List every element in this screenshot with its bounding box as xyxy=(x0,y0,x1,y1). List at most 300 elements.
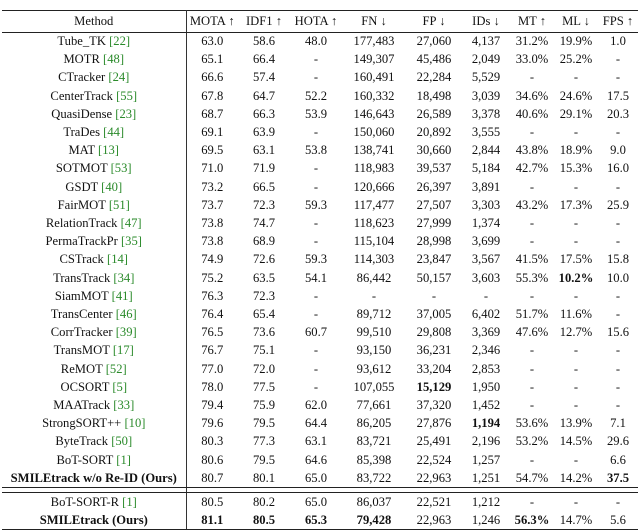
table-row xyxy=(2,378,638,396)
cell-fps: 5.6 xyxy=(610,513,626,528)
cell-hota: 59.3 xyxy=(304,252,328,267)
cell-mota: 73.2 xyxy=(186,178,238,196)
cell-fps: 20.3 xyxy=(606,106,630,121)
cell-hota: 63.1 xyxy=(304,434,328,449)
cell-ml: 25.2% xyxy=(559,52,593,67)
cell-fps: 17.5 xyxy=(606,88,630,103)
cell-hota: 62.0 xyxy=(304,398,328,413)
method-cell xyxy=(2,469,186,487)
citation-link[interactable]: [22] xyxy=(109,34,131,48)
cell-ml: - xyxy=(573,125,579,140)
cell-fps: - xyxy=(615,52,621,67)
cell-ml: 29.1% xyxy=(559,106,593,121)
col-ids: IDs ↓ xyxy=(472,14,500,28)
cell-ids: 2,196 xyxy=(471,434,501,449)
cell-mota: 69.1 xyxy=(186,123,238,141)
method-cell xyxy=(2,396,186,414)
cell-ids: 3,699 xyxy=(471,234,501,249)
cell-fp: 18,498 xyxy=(416,88,452,103)
cell-mt: 33.0% xyxy=(515,52,549,67)
cell-fn: 117,477 xyxy=(353,197,395,212)
citation-link[interactable]: [48] xyxy=(103,52,125,67)
cell-idf1: 77.3 xyxy=(252,434,276,449)
cell-ids: 2,853 xyxy=(471,361,501,376)
cell-fp: 28,998 xyxy=(416,234,452,249)
cell-fp: 27,876 xyxy=(416,416,452,431)
method-cell xyxy=(2,105,186,123)
cell-hota: 60.7 xyxy=(304,325,328,340)
cell-mota: 68.7 xyxy=(186,105,238,123)
cell-mota: 74.9 xyxy=(186,250,238,268)
cell-idf1: 80.5 xyxy=(252,513,276,528)
cell-fps: - xyxy=(615,216,621,231)
col-hota: HOTA ↑ xyxy=(294,14,338,28)
cell-ml: - xyxy=(573,234,579,249)
cell-mota: 71.0 xyxy=(186,159,238,177)
cell-idf1: 79.5 xyxy=(252,416,276,431)
citation-link[interactable]: [51] xyxy=(108,197,130,212)
method-cell xyxy=(2,123,186,141)
cell-ids: 3,891 xyxy=(471,179,501,194)
cell-mt: 43.8% xyxy=(515,143,549,158)
cell-fp: 39,537 xyxy=(416,161,452,176)
cell-fps: 25.9 xyxy=(606,197,630,212)
col-mt: MT ↑ xyxy=(517,14,547,28)
cell-ids: 1,194 xyxy=(471,416,501,431)
cell-idf1: 65.4 xyxy=(252,307,276,322)
table-row xyxy=(2,511,638,529)
cell-idf1: 73.6 xyxy=(252,325,276,340)
method-name: OCSORT xyxy=(60,379,110,394)
col-ml: ML ↓ xyxy=(562,14,590,28)
table-caption xyxy=(0,0,640,6)
citation-link[interactable]: [41] xyxy=(111,288,133,303)
table-row xyxy=(2,432,638,450)
cell-ml: - xyxy=(573,379,579,394)
cell-ml: - xyxy=(573,288,579,303)
cell-fps: - xyxy=(615,398,621,413)
cell-ml: 10.2% xyxy=(558,270,594,285)
cell-fp: 26,589 xyxy=(416,106,452,121)
cell-mota: 67.8 xyxy=(186,87,238,105)
cell-mota: 79.6 xyxy=(186,414,238,432)
cell-mt: - xyxy=(529,452,535,467)
cell-fp: 45,486 xyxy=(416,52,452,67)
method-name: RelationTrack xyxy=(45,216,118,231)
cell-ml: - xyxy=(573,361,579,376)
cell-hota: - xyxy=(313,361,319,376)
table-row xyxy=(2,214,638,232)
cell-mt: 43.2% xyxy=(515,197,549,212)
cell-mt: - xyxy=(529,361,535,376)
table-body-ours xyxy=(2,487,638,529)
cell-fn: 86,037 xyxy=(356,495,392,510)
cell-idf1: 75.1 xyxy=(252,343,276,358)
cell-hota: 53.8 xyxy=(304,143,328,158)
cell-hota: 65.0 xyxy=(304,495,328,510)
cell-ids: - xyxy=(483,288,489,303)
cell-mota: 79.4 xyxy=(186,396,238,414)
method-cell xyxy=(2,87,186,105)
cell-fp: 22,963 xyxy=(416,470,452,485)
table-row xyxy=(2,50,638,68)
cell-hota: - xyxy=(313,379,319,394)
cell-mt: 53.6% xyxy=(515,416,549,431)
cell-mota: 80.5 xyxy=(186,493,238,511)
cell-fp: 22,521 xyxy=(416,495,452,510)
cell-ml: - xyxy=(573,495,579,510)
cell-mota: 80.3 xyxy=(186,432,238,450)
cell-ids: 1,257 xyxy=(471,452,501,467)
cell-ids: 1,452 xyxy=(471,398,501,413)
cell-ids: 3,603 xyxy=(471,270,501,285)
method-cell xyxy=(2,378,186,396)
cell-idf1: 72.0 xyxy=(252,361,276,376)
citation-link[interactable]: [53] xyxy=(110,161,132,176)
header-row xyxy=(2,10,638,32)
cell-mota: 63.0 xyxy=(186,32,238,50)
cell-hota: 65.0 xyxy=(304,470,328,485)
cell-mota: 66.6 xyxy=(186,68,238,86)
cell-mt: 47.6% xyxy=(515,325,549,340)
method-cell xyxy=(2,250,186,268)
cell-fn: 150,060 xyxy=(353,125,395,140)
table-row xyxy=(2,196,638,214)
cell-mt: - xyxy=(529,179,535,194)
method-cell xyxy=(2,451,186,469)
citation-link[interactable]: [17] xyxy=(112,343,134,358)
citation-link[interactable]: [23] xyxy=(115,106,137,121)
cell-idf1: 72.3 xyxy=(252,288,276,303)
cell-fn: 79,428 xyxy=(356,513,392,528)
cell-ids: 3,039 xyxy=(471,88,501,103)
citation-link[interactable]: [55] xyxy=(116,88,138,103)
cell-hota: - xyxy=(313,288,319,303)
cell-mt: - xyxy=(529,495,535,510)
cell-mota: 80.6 xyxy=(186,451,238,469)
cell-ids: 3,369 xyxy=(471,325,501,340)
cell-fp: 22,284 xyxy=(416,70,452,85)
cell-ml: - xyxy=(573,343,579,358)
citation-link[interactable]: [47] xyxy=(120,216,142,231)
citation-link[interactable]: [1] xyxy=(122,495,137,510)
cell-fps: - xyxy=(615,234,621,249)
cell-ids: 3,567 xyxy=(471,252,501,267)
method-name: ReMOT xyxy=(60,361,103,376)
cell-ids: 1,246 xyxy=(471,513,501,528)
cell-fp: 23,847 xyxy=(416,252,452,267)
table-row xyxy=(2,123,638,141)
cell-idf1: 75.9 xyxy=(252,398,276,413)
cell-mota: 76.4 xyxy=(186,305,238,323)
table-row xyxy=(2,396,638,414)
cell-hota: - xyxy=(313,343,319,358)
cell-ml: 13.9% xyxy=(559,416,593,431)
citation-link[interactable]: [5] xyxy=(112,379,128,394)
cell-hota: - xyxy=(313,125,319,140)
cell-hota: 52.2 xyxy=(304,88,328,103)
col-idf1: IDF1 ↑ xyxy=(245,14,283,28)
cell-mt: - xyxy=(529,216,535,231)
table-row xyxy=(2,287,638,305)
cell-hota: - xyxy=(313,70,319,85)
cell-ml: 18.9% xyxy=(559,143,593,158)
cell-ids: 1,374 xyxy=(471,216,501,231)
cell-idf1: 57.4 xyxy=(252,70,276,85)
method-cell xyxy=(2,341,186,359)
method-name: Tube_TK xyxy=(57,34,106,48)
method-cell xyxy=(2,287,186,305)
cell-fps: - xyxy=(615,307,621,322)
cell-fn: 83,722 xyxy=(356,470,392,485)
cell-ml: 19.9% xyxy=(559,34,593,48)
cell-ids: 3,303 xyxy=(471,197,501,212)
cell-fn: 120,666 xyxy=(353,179,395,194)
cell-fps: 29.6 xyxy=(606,434,630,449)
method-cell xyxy=(2,214,186,232)
method-name: ByteTrack xyxy=(55,434,109,449)
cell-idf1: 74.7 xyxy=(252,216,276,231)
cell-fp: 20,892 xyxy=(416,125,452,140)
section-rule-2 xyxy=(2,492,638,493)
cell-fp: 50,157 xyxy=(416,270,452,285)
cell-mt: 31.2% xyxy=(515,34,549,48)
cell-fps: 37.5 xyxy=(606,470,630,485)
cell-fp: 33,204 xyxy=(416,361,452,376)
table-row xyxy=(2,269,638,287)
citation-link[interactable]: [35] xyxy=(120,234,142,249)
cell-mota: 73.7 xyxy=(186,196,238,214)
table-row xyxy=(2,178,638,196)
citation-link[interactable]: [46] xyxy=(115,307,137,322)
cell-idf1: 79.5 xyxy=(252,452,276,467)
method-cell xyxy=(2,141,186,159)
cell-idf1: 66.5 xyxy=(252,179,276,194)
method-name: TransCenter xyxy=(50,307,113,322)
cell-idf1: 63.5 xyxy=(252,270,276,285)
cell-hota: - xyxy=(313,234,319,249)
cell-ml: 15.3% xyxy=(559,161,593,176)
cell-fps: - xyxy=(615,288,621,303)
cell-fn: 89,712 xyxy=(356,307,392,322)
cell-fn: 115,104 xyxy=(353,234,395,249)
method-cell xyxy=(2,305,186,323)
method-name: CorrTracker xyxy=(50,325,113,340)
method-name: TransMOT xyxy=(53,343,110,358)
cell-fp: 37,005 xyxy=(416,307,452,322)
cell-hota: - xyxy=(313,52,319,67)
method-cell xyxy=(2,50,186,68)
method-cell xyxy=(2,159,186,177)
section-rule-1 xyxy=(2,487,638,488)
method-cell xyxy=(2,232,186,250)
method-name: GSDT xyxy=(65,179,99,194)
cell-idf1: 72.6 xyxy=(252,252,276,267)
cell-ids: 6,402 xyxy=(471,307,501,322)
cell-ids: 5,184 xyxy=(471,161,501,176)
method-cell xyxy=(2,493,186,511)
cell-fps: - xyxy=(615,179,621,194)
cell-fn: 118,983 xyxy=(353,161,395,176)
citation-link[interactable]: [34] xyxy=(113,270,135,285)
cell-fps: 1.0 xyxy=(610,34,626,48)
method-name: BoT-SORT xyxy=(56,452,114,467)
table-row xyxy=(2,323,638,341)
method-cell xyxy=(2,432,186,450)
citation-link[interactable]: [40] xyxy=(101,179,123,194)
col-method: Method xyxy=(74,14,114,28)
citation-link[interactable]: [10] xyxy=(124,416,146,431)
table-row xyxy=(2,87,638,105)
cell-fp: 27,999 xyxy=(416,216,452,231)
method-name: MAATrack xyxy=(53,398,111,413)
cell-mt: 54.7% xyxy=(515,470,549,485)
citation-link[interactable]: [33] xyxy=(113,398,135,413)
cell-fn: 114,303 xyxy=(353,252,395,267)
cell-fn: 86,442 xyxy=(356,270,392,285)
cell-ids: 3,555 xyxy=(471,125,501,140)
cell-mota: 76.5 xyxy=(186,323,238,341)
cell-fp: 27,060 xyxy=(416,34,452,48)
citation-link[interactable]: [44] xyxy=(103,125,125,140)
cell-ids: 2,049 xyxy=(471,52,501,67)
method-name: BoT-SORT-R xyxy=(50,495,119,510)
method-name: MOTR xyxy=(63,52,100,67)
cell-fps: - xyxy=(615,495,621,510)
header-rule xyxy=(2,32,638,33)
cell-hota: 64.4 xyxy=(304,416,328,431)
cell-fn: 149,307 xyxy=(353,52,395,67)
cell-hota: 65.3 xyxy=(304,513,328,528)
cell-fn: 177,483 xyxy=(353,34,395,48)
cell-mota: 65.1 xyxy=(186,50,238,68)
cell-ids: 2,346 xyxy=(471,343,501,358)
cell-mota: 81.1 xyxy=(186,511,238,529)
cell-mt: 51.7% xyxy=(515,307,549,322)
table-row xyxy=(2,414,638,432)
cell-hota: 54.1 xyxy=(304,270,328,285)
cell-mota: 76.7 xyxy=(186,341,238,359)
table-row xyxy=(2,105,638,123)
cell-ml: - xyxy=(573,70,579,85)
cell-fp: 25,491 xyxy=(416,434,452,449)
cell-fps: 15.8 xyxy=(606,252,630,267)
citation-link[interactable]: [14] xyxy=(107,252,128,267)
cell-fps: - xyxy=(615,125,621,140)
cell-idf1: 66.3 xyxy=(252,106,276,121)
cell-ml: - xyxy=(573,179,579,194)
citation-link[interactable]: [13] xyxy=(98,143,119,158)
cell-ml: 14.5% xyxy=(559,434,593,449)
cell-ml: 24.6% xyxy=(559,88,593,103)
cell-idf1: 63.9 xyxy=(252,125,276,140)
cell-mota: 76.3 xyxy=(186,287,238,305)
cell-fps: - xyxy=(615,70,621,85)
method-name: PermaTrackPr xyxy=(45,234,118,249)
table-row xyxy=(2,469,638,487)
method-name: SMILEtrack w/o Re-ID (Ours) xyxy=(10,470,177,485)
cell-ml: 14.2% xyxy=(559,470,593,485)
citation-link[interactable]: [52] xyxy=(105,361,127,376)
cell-mt: - xyxy=(529,70,535,85)
cell-hota: 53.9 xyxy=(304,106,328,121)
cell-mt: - xyxy=(529,125,535,140)
citation-link[interactable]: [1] xyxy=(116,452,131,467)
cell-ids: 1,251 xyxy=(471,470,501,485)
method-name: CSTrack xyxy=(59,252,104,267)
citation-link[interactable]: [50] xyxy=(111,434,133,449)
cell-fp: 26,397 xyxy=(416,179,452,194)
col-fps: FPS ↑ xyxy=(602,14,634,28)
col-fp: FP ↓ xyxy=(422,14,446,28)
table-row xyxy=(2,68,638,86)
cell-ids: 3,378 xyxy=(471,106,501,121)
cell-fp: 22,963 xyxy=(416,513,452,528)
cell-idf1: 72.3 xyxy=(252,197,276,212)
cell-mota: 77.0 xyxy=(186,360,238,378)
cell-fp: 29,808 xyxy=(416,325,452,340)
cell-fps: - xyxy=(615,361,621,376)
cell-mt: - xyxy=(529,398,535,413)
cell-idf1: 77.5 xyxy=(252,379,276,394)
cell-mt: - xyxy=(529,288,535,303)
cell-hota: 64.6 xyxy=(304,452,328,467)
cell-fps: 16.0 xyxy=(606,161,630,176)
cell-ids: 4,137 xyxy=(471,34,501,48)
cell-fn: 86,205 xyxy=(356,416,392,431)
table-row xyxy=(2,360,638,378)
cell-mt: 34.6% xyxy=(515,88,549,103)
method-name: MAT xyxy=(68,143,95,158)
cell-fps: 9.0 xyxy=(610,143,626,158)
cell-fn: 146,643 xyxy=(353,106,395,121)
cell-fps: 6.6 xyxy=(610,452,626,467)
cell-mt: - xyxy=(529,234,535,249)
method-name: CenterTrack xyxy=(50,88,113,103)
cell-fps: 7.1 xyxy=(610,416,626,431)
method-name: StrongSORT++ xyxy=(42,416,122,431)
cell-hota: 59.3 xyxy=(304,197,328,212)
cell-idf1: 80.2 xyxy=(252,495,276,510)
table-row xyxy=(2,493,638,511)
cell-idf1: 80.1 xyxy=(252,470,276,485)
table-row xyxy=(2,32,638,50)
cell-hota: 48.0 xyxy=(304,34,328,48)
table-row xyxy=(2,250,638,268)
cell-idf1: 71.9 xyxy=(252,161,276,176)
cell-ids: 1,950 xyxy=(471,379,501,394)
citation-link[interactable]: [39] xyxy=(115,325,137,340)
cell-ml: 17.3% xyxy=(559,197,593,212)
cell-mota: 73.8 xyxy=(186,214,238,232)
cell-fps: - xyxy=(615,343,621,358)
cell-ml: 14.7% xyxy=(559,513,593,528)
method-cell xyxy=(2,511,186,529)
citation-link[interactable]: [24] xyxy=(108,70,130,85)
cell-fn: 93,612 xyxy=(356,361,392,376)
cell-hota: - xyxy=(313,161,319,176)
cell-ids: 1,212 xyxy=(471,495,501,510)
cell-fn: - xyxy=(371,288,377,303)
cell-mota: 78.0 xyxy=(186,378,238,396)
table-body-main xyxy=(2,32,638,487)
cell-idf1: 58.6 xyxy=(252,34,276,48)
cell-ml: 12.7% xyxy=(559,325,593,340)
table-row xyxy=(2,305,638,323)
col-mota: MOTA ↑ xyxy=(186,10,238,32)
results-table xyxy=(2,10,639,529)
cell-fp: 22,524 xyxy=(416,452,452,467)
